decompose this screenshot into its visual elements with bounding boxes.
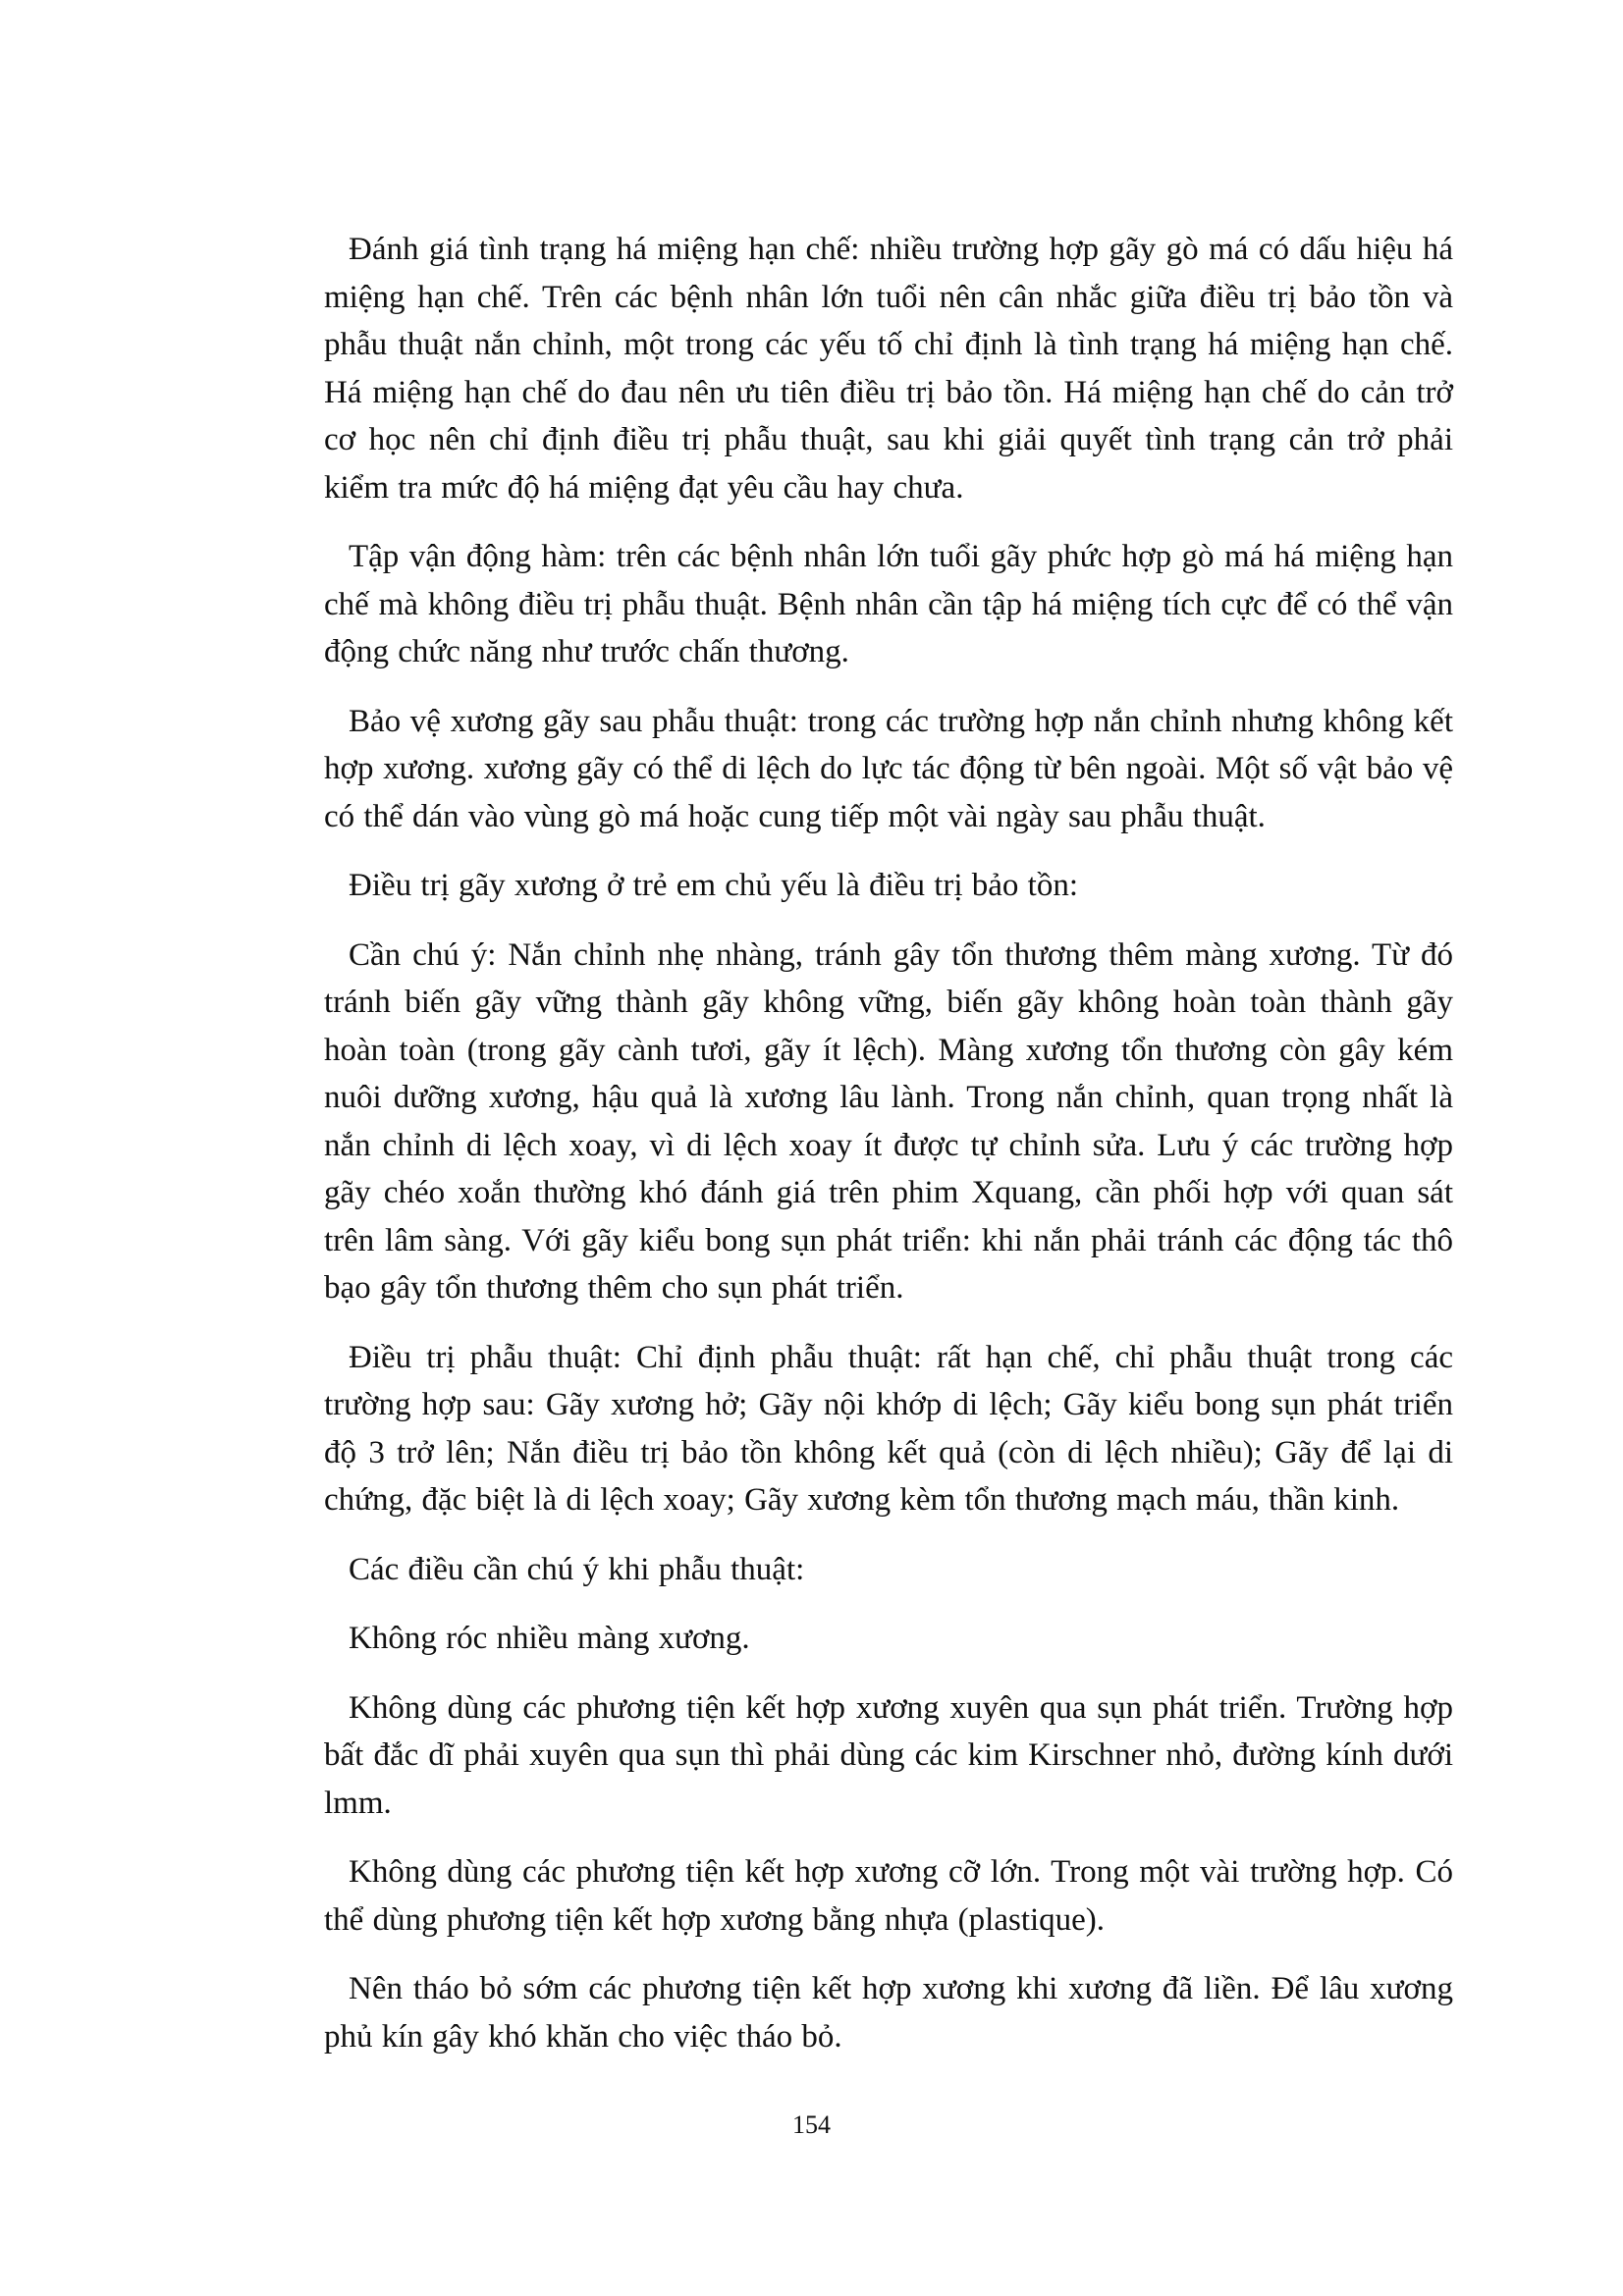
body-text — [324, 226, 1453, 2082]
paragraph-child-treatment: Điều trị gãy xương ở trẻ em chủ yếu là điều trị bảo tồn: — [349, 868, 1079, 903]
paragraph-growth-cartilage: Không dùng các phương tiện kết hợp xương xuyên qua sụn phát triển. Trường hợp bất đắc dĩ phải xuyên qua sụn thì phải dùng các kim Kirschner nhỏ, đường kính dưới lmm. — [324, 1689, 1453, 1821]
paragraph-surgery-notes: Các điều cần chú ý khi phẫu thuật: — [349, 1551, 805, 1587]
paragraph-mouth-opening: Đánh giá tình trạng há miệng hạn chế: nhiều trường hợp gãy gò má có dấu hiệu há miệng hạn chế. Trên các bệnh nhân lớn tuổi nên cân nhắc giữa điều trị bảo tồn và phẫu thuật nắn chỉnh, một trong các yếu tố chỉ định là tình trạng há miệng hạn chế. Há miệng hạn chế do đau nên ưu tiên điều trị bảo tồn. Há miệng hạn chế do cản trở cơ học nên chỉ định điều trị phẫu thuật, sau khi giải quyết tình trạng cản trở phải kiểm tra mức độ há miệng đạt yêu cầu hay chưa. — [324, 232, 1453, 506]
paragraph-early-removal: Nên tháo bỏ sớm các phương tiện kết hợp xương khi xương đã liền. Để lâu xương phủ kín gây khó khăn cho việc tháo bỏ. — [324, 1971, 1453, 2055]
paragraph-attention: Cần chú ý: Nắn chỉnh nhẹ nhàng, tránh gây tổn thương thêm màng xương. Từ đó tránh biến gãy vững thành gãy không vững, biến gãy không hoàn toàn thành gãy hoàn toàn (trong gãy cành tươi, gãy ít lệch). Màng xương tổn thương còn gây kém nuôi dưỡng xương, hậu quả là xương lâu lành. Trong nắn chỉnh, quan trọng nhất là nắn chỉnh di lệch xoay, vì di lệch xoay ít được tự chỉnh sửa. Lưu ý các trường hợp gãy chéo xoắn thường khó đánh giá trên phim Xquang, cần phối hợp với quan sát trên lâm sàng. Với gãy kiểu bong sụn phát triển: khi nắn phải tránh các động tác thô bạo gây tổn thương thêm cho sụn phát triển. — [324, 936, 1453, 1306]
paragraph-periosteum: Không róc nhiều màng xương. — [349, 1621, 750, 1656]
paragraph-jaw-exercise: Tập vận động hàm: trên các bệnh nhân lớn tuổi gãy phức hợp gò má há miệng hạn chế mà không điều trị phẫu thuật. Bệnh nhân cần tập há miệng tích cực để có thể vận động chức năng như trước chấn thương. — [324, 539, 1453, 669]
paragraph-large-implants: Không dùng các phương tiện kết hợp xương cỡ lớn. Trong một vài trường hợp. Có thể dùng phương tiện kết hợp xương bằng nhựa (plastique). — [324, 1854, 1453, 1938]
paragraph-surgical-treatment: Điều trị phẫu thuật: Chỉ định phẫu thuật: rất hạn chế, chỉ phẫu thuật trong các trường hợp sau: Gãy xương hở; Gãy nội khớp di lệch; Gãy kiểu bong sụn phát triển độ 3 trở lên; Nắn điều trị bảo tồn không kết quả (còn di lệch nhiều); Gãy để lại di chứng, đặc biệt là di lệch xoay; Gãy xương kèm tổn thương mạch máu, thần kinh. — [324, 1339, 1453, 1518]
paragraph-bone-protection: Bảo vệ xương gãy sau phẫu thuật: trong các trường hợp nắn chỉnh nhưng không kết hợp xương. xương gãy có thể di lệch do lực tác động từ bên ngoài. Một số vật bảo vệ có thể dán vào vùng gò má hoặc cung tiếp một vài ngày sau phẫu thuật. — [324, 703, 1453, 834]
page-number: 154 — [792, 2110, 831, 2139]
